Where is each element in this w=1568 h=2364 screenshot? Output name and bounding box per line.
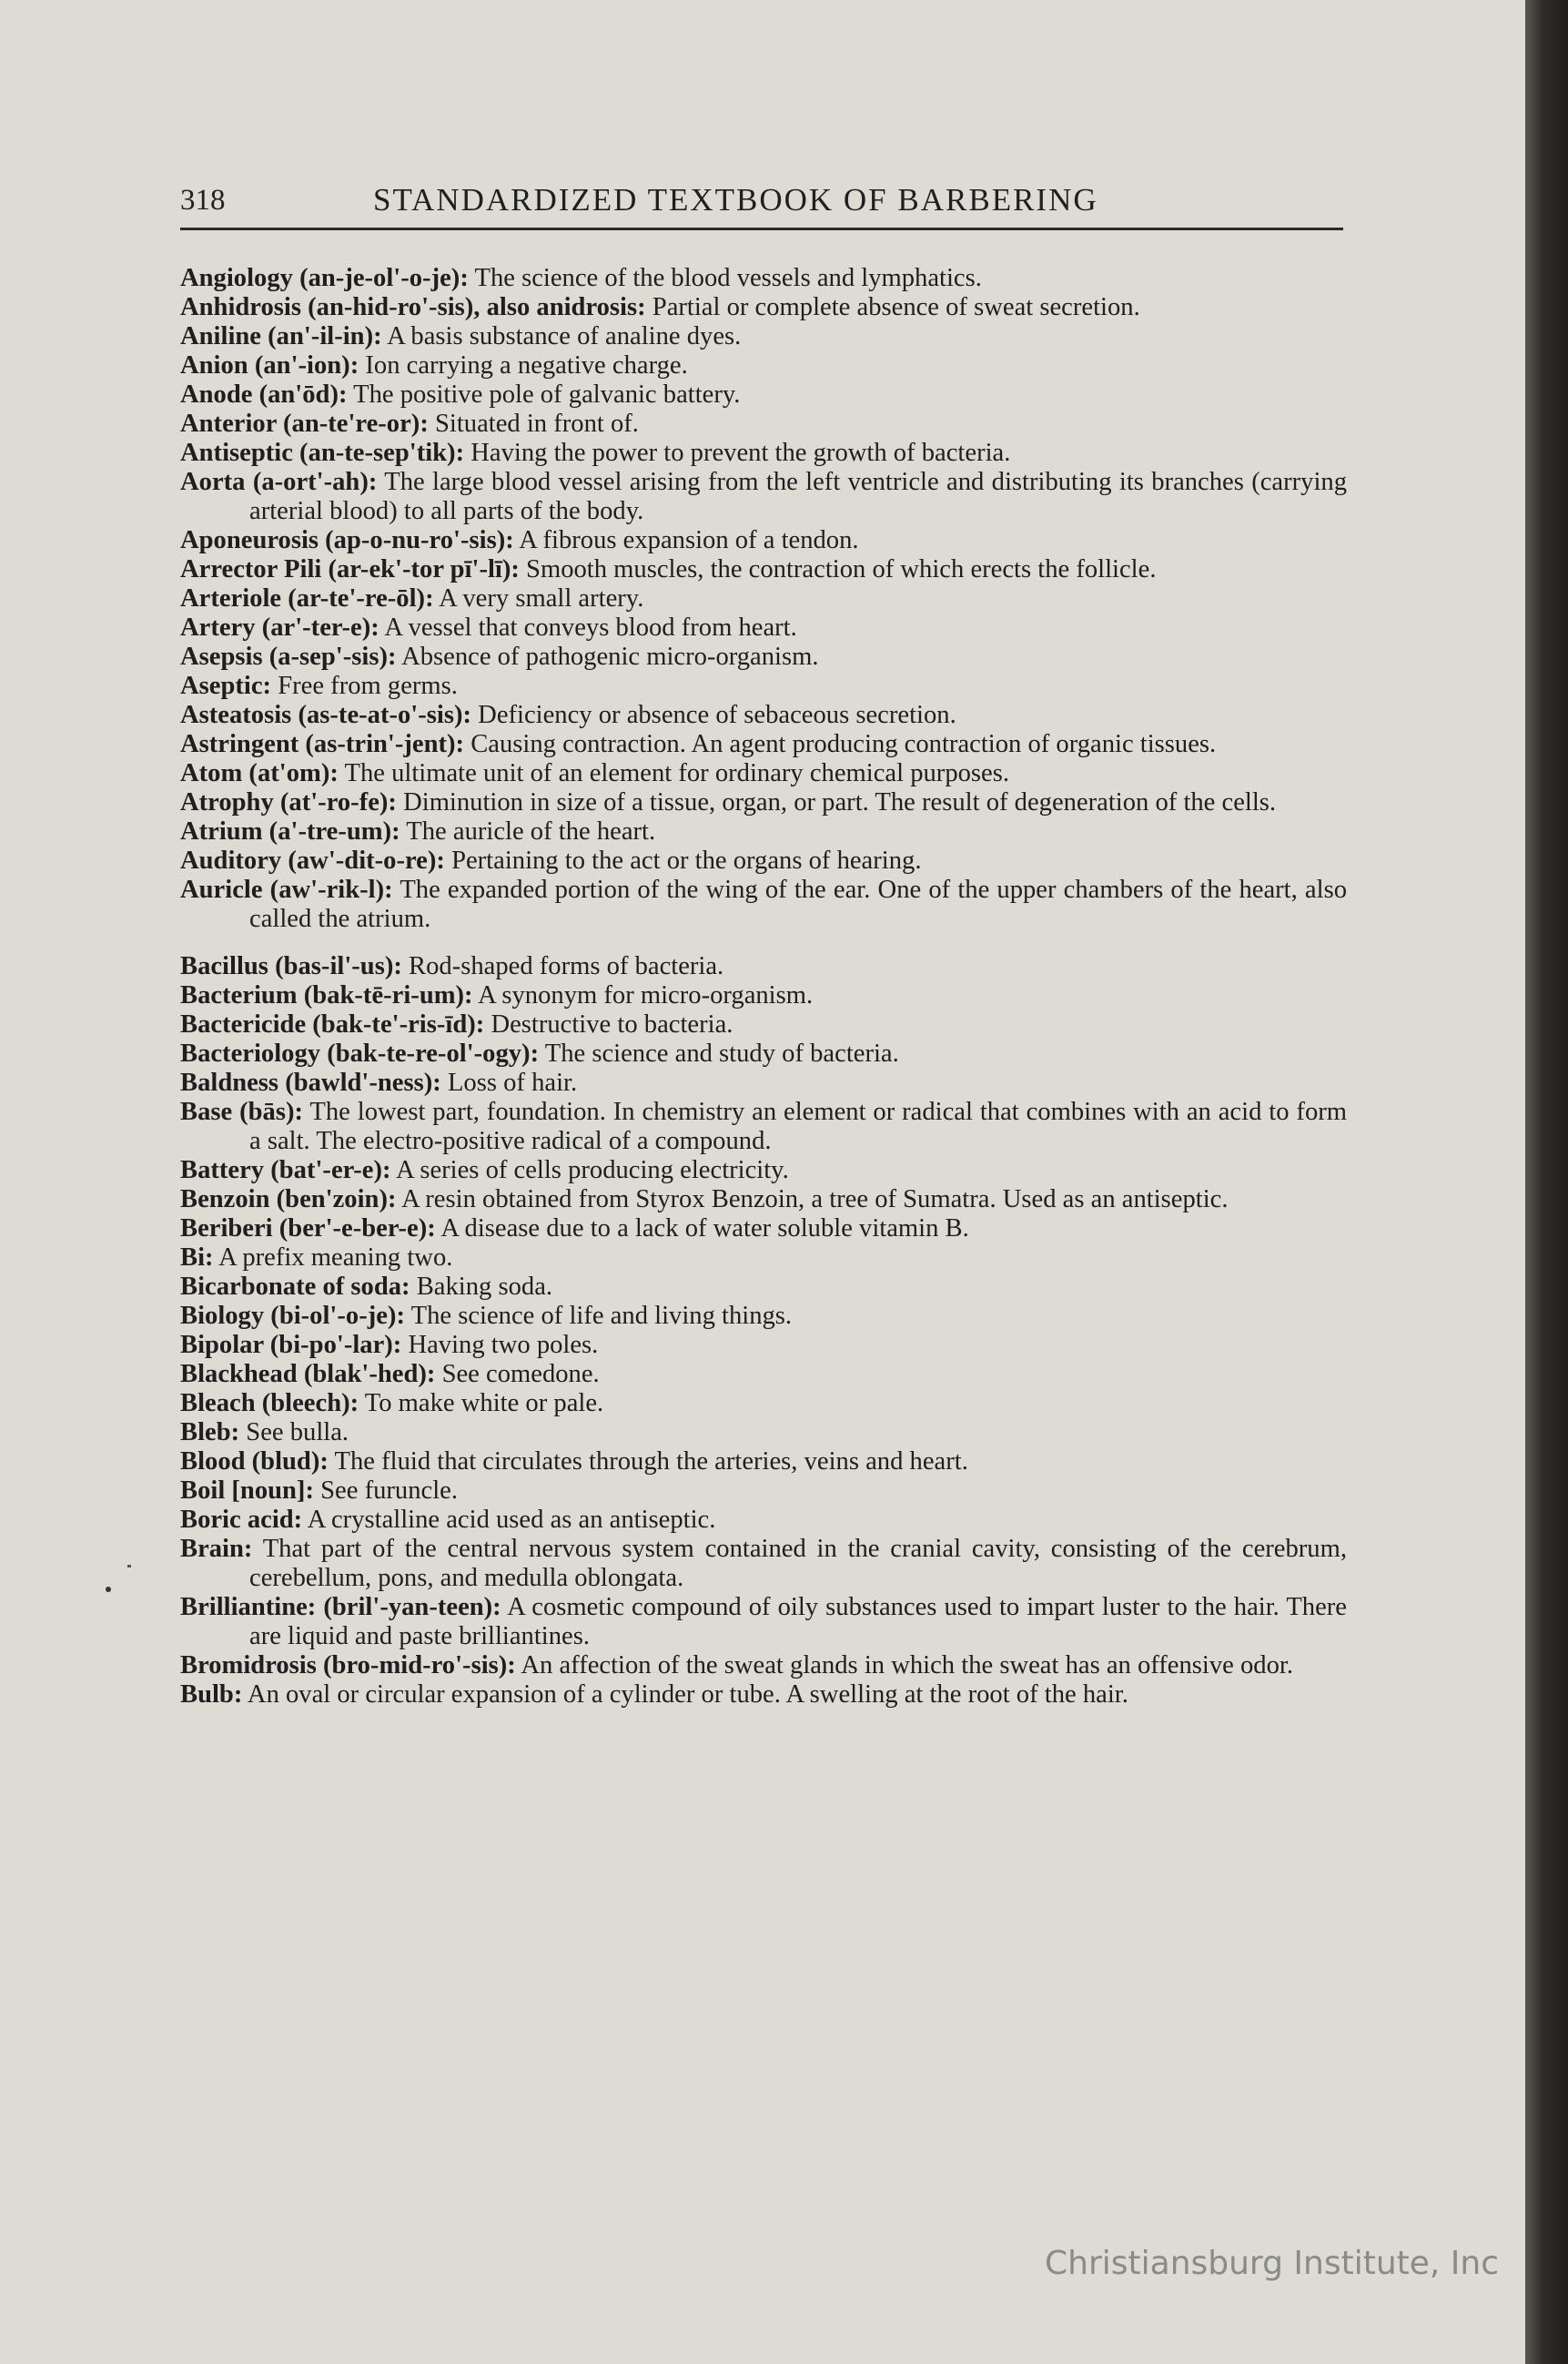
entry-definition: Deficiency or absence of sebaceous secretion.: [471, 701, 956, 729]
entry-definition: See bulla.: [239, 1418, 349, 1446]
entry-term: Bicarbonate of soda:: [180, 1273, 410, 1301]
glossary-entry: [180, 847, 1347, 876]
glossary-entry: [180, 1069, 1347, 1098]
glossary-entry: [180, 614, 1347, 643]
entry-term: Bi:: [180, 1243, 214, 1272]
entry-term: Asepsis (a-sep'-sis):: [180, 643, 397, 671]
entry-term: Bacillus (bas-il'-us):: [180, 952, 402, 980]
entry-term: Bipolar (bi-po'-lar):: [180, 1331, 402, 1359]
entry-definition: Loss of hair.: [440, 1069, 578, 1097]
entry-term: Atom (at'om):: [180, 759, 339, 787]
glossary-entry: [180, 351, 1347, 380]
glossary-entry: [180, 759, 1347, 788]
entry-definition: A basis substance of analine dyes.: [381, 322, 742, 350]
glossary-entry: [180, 1476, 1347, 1506]
entry-definition: See comedone.: [435, 1360, 600, 1388]
entry-definition: Causing contraction. An agent producing contraction of organic tissues.: [464, 730, 1217, 758]
glossary-entry: [180, 643, 1347, 672]
entry-definition: Pertaining to the act or the organs of hearing.: [444, 847, 922, 875]
entry-definition: A very small artery.: [433, 584, 644, 613]
entry-term: Biology (bi-ol'-o-je):: [180, 1302, 405, 1330]
entry-term: Baldness (bawld'-ness):: [180, 1069, 441, 1097]
entry-definition: Situated in front of.: [428, 410, 639, 438]
glossary-entry: [180, 788, 1347, 817]
entry-term: Asteatosis (as-te-at-o'-sis):: [180, 701, 472, 729]
entry-definition: Destructive to bacteria.: [484, 1010, 733, 1039]
entry-term: Bulb:: [180, 1680, 243, 1709]
glossary-entry: [180, 1302, 1347, 1331]
entry-term: Blood (blud):: [180, 1447, 329, 1476]
glossary-entry: [180, 1418, 1347, 1447]
entry-term: Anion (an'-ion):: [180, 351, 359, 380]
glossary-entry: [180, 1360, 1347, 1389]
book-edge-shadow: [1525, 0, 1568, 2364]
glossary-entry: [180, 1331, 1347, 1360]
entry-term: Antiseptic (an-te-sep'tik):: [180, 439, 465, 467]
entry-definition: Having two poles.: [401, 1331, 599, 1359]
entry-term: Beriberi (ber'-e-ber-e):: [180, 1214, 436, 1243]
glossary-entry: [180, 1010, 1347, 1040]
glossary-entry: [180, 672, 1347, 701]
ink-speck: [127, 1565, 131, 1568]
entry-definition: A vessel that conveys blood from heart.: [379, 614, 797, 642]
ink-speck: [106, 1587, 111, 1592]
entry-term: Brain:: [180, 1535, 253, 1563]
entry-term: Anterior (an-te're-or):: [180, 410, 429, 438]
entry-term: Aniline (an'-il-in):: [180, 322, 382, 350]
entry-definition: The lowest part, foundation. In chemistry an element or radical that combines with an acid to form a salt. The electro-positive radical of a compound.: [249, 1098, 1347, 1155]
entry-definition: A series of cells producing electricity.: [390, 1156, 789, 1184]
entry-definition: A disease due to a lack of water soluble vitamin B.: [435, 1214, 969, 1243]
entry-term: Arrector Pili (ar-ek'-tor pī'-lī):: [180, 555, 520, 583]
entry-definition: A resin obtained from Styrox Benzoin, a tree of Sumatra. Used as an antiseptic.: [396, 1185, 1229, 1213]
entry-term: Artery (ar'-ter-e):: [180, 614, 379, 642]
page-header: [180, 182, 1343, 230]
entry-definition: Absence of pathogenic micro-organism.: [396, 643, 819, 671]
glossary-entry: [180, 1506, 1347, 1535]
glossary-entry: [180, 817, 1347, 847]
glossary-entry: [180, 1156, 1347, 1185]
entry-term: Boil [noun]:: [180, 1476, 314, 1505]
entry-term: Anode (an'ōd):: [180, 380, 348, 409]
entry-term: Base (bās):: [180, 1098, 303, 1126]
entry-definition: The ultimate unit of an element for ordinary chemical purposes.: [338, 759, 1010, 787]
glossary-entry: [180, 952, 1347, 981]
entry-term: Astringent (as-trin'-jent):: [180, 730, 465, 758]
entry-term: Benzoin (ben'zoin):: [180, 1185, 397, 1213]
glossary-entries: [180, 264, 1347, 1710]
running-title: STANDARDIZED TEXTBOOK OF BARBERING: [373, 182, 1098, 218]
entry-term: Blackhead (blak'-hed):: [180, 1360, 436, 1388]
entry-term: Bromidrosis (bro-mid-ro'-sis):: [180, 1651, 516, 1679]
section-gap: [180, 934, 1347, 952]
glossary-entry: [180, 1447, 1347, 1476]
entry-definition: Baking soda.: [410, 1273, 553, 1301]
entry-definition: That part of the central nervous system contained in the cranial cavity, consisting of the cerebrum, cerebellum, pons, and medulla oblongata.: [249, 1535, 1347, 1592]
entry-definition: The science of life and living things.: [404, 1302, 793, 1330]
entry-definition: Free from germs.: [271, 672, 458, 700]
page-number: 318: [180, 184, 226, 217]
glossary-entry: [180, 555, 1347, 584]
entry-definition: Partial or complete absence of sweat secretion.: [645, 293, 1140, 321]
entry-definition: The expanded portion of the wing of the ear. One of the upper chambers of the heart, also called the atrium.: [249, 876, 1347, 933]
glossary-entry: [180, 1535, 1347, 1593]
glossary-entry: [180, 1651, 1347, 1680]
watermark-text: Christiansburg Institute, Inc: [1045, 2245, 1500, 2282]
glossary-entry: [180, 1273, 1347, 1302]
glossary-entry: [180, 439, 1347, 468]
entry-term: Aponeurosis (ap-o-nu-ro'-sis):: [180, 526, 514, 554]
entry-term: Auditory (aw'-dit-o-re):: [180, 847, 445, 875]
entry-definition: Smooth muscles, the contraction of which erects the follicle.: [519, 555, 1157, 583]
glossary-entry: [180, 1098, 1347, 1156]
entry-definition: An oval or circular expansion of a cylinder or tube. A swelling at the root of the hair.: [242, 1680, 1128, 1709]
entry-term: Boric acid:: [180, 1506, 303, 1534]
entry-definition: See furuncle.: [313, 1476, 458, 1505]
entry-term: Arteriole (ar-te'-re-ōl):: [180, 584, 434, 613]
entry-definition: An affection of the sweat glands in which the sweat has an offensive odor.: [515, 1651, 1293, 1679]
entry-term: Brilliantine: (bril'-yan-teen):: [180, 1593, 501, 1621]
entry-definition: The science of the blood vessels and lymphatics.: [468, 264, 982, 292]
entry-term: Aseptic:: [180, 672, 272, 700]
glossary-entry: [180, 1593, 1347, 1651]
entry-definition: The fluid that circulates through the arteries, veins and heart.: [328, 1447, 968, 1476]
entry-definition: To make white or pale.: [359, 1389, 604, 1417]
glossary-entry: [180, 981, 1347, 1010]
glossary-entry: [180, 701, 1347, 730]
entry-term: Anhidrosis (an-hid-ro'-sis), also anidrosis:: [180, 293, 646, 321]
entry-term: Bleach (bleech):: [180, 1389, 359, 1417]
glossary-entry: [180, 876, 1347, 934]
glossary-entry: [180, 526, 1347, 555]
glossary-entry: [180, 264, 1347, 293]
glossary-entry: [180, 322, 1347, 351]
entry-definition: A fibrous expansion of a tendon.: [513, 526, 859, 554]
entry-term: Bacteriology (bak-te-re-ol'-ogy):: [180, 1040, 540, 1068]
entry-term: Aorta (a-ort'-ah):: [180, 468, 378, 496]
entry-definition: A cosmetic compound of oily substances used to impart luster to the hair. There are liquid and paste brilliantines.: [249, 1593, 1347, 1650]
glossary-entry: [180, 1389, 1347, 1418]
glossary-entry: [180, 1040, 1347, 1069]
glossary-entry: [180, 293, 1347, 322]
glossary-entry: [180, 1185, 1347, 1214]
entry-definition: Having the power to prevent the growth of bacteria.: [464, 439, 1011, 467]
entry-term: Bacterium (bak-tē-ri-um):: [180, 981, 473, 1010]
entry-term: Auricle (aw'-rik-l):: [180, 876, 393, 904]
glossary-entry: [180, 1680, 1347, 1710]
entry-term: Bleb:: [180, 1418, 240, 1446]
entry-definition: The science and study of bacteria.: [539, 1040, 899, 1068]
glossary-entry: [180, 410, 1347, 439]
entry-term: Angiology (an-je-ol'-o-je):: [180, 264, 469, 292]
glossary-entry: [180, 584, 1347, 614]
entry-definition: Ion carrying a negative charge.: [359, 351, 688, 380]
glossary-entry: [180, 468, 1347, 526]
entry-term: Atrium (a'-tre-um):: [180, 817, 400, 846]
glossary-entry: [180, 380, 1347, 410]
entry-definition: A prefix meaning two.: [213, 1243, 453, 1272]
entry-definition: The auricle of the heart.: [400, 817, 656, 846]
entry-term: Battery (bat'-er-e):: [180, 1156, 391, 1184]
entry-definition: The positive pole of galvanic battery.: [347, 380, 741, 409]
entry-definition: Diminution in size of a tissue, organ, or part. The result of degeneration of the cells.: [396, 788, 1277, 817]
glossary-entry: [180, 1214, 1347, 1243]
entry-term: Atrophy (at'-ro-fe):: [180, 788, 397, 817]
glossary-entry: [180, 730, 1347, 759]
entry-definition: A crystalline acid used as an antiseptic.: [302, 1506, 716, 1534]
entry-definition: A synonym for micro-organism.: [472, 981, 814, 1010]
entry-definition: Rod-shaped forms of bacteria.: [401, 952, 724, 980]
entry-term: Bactericide (bak-te'-ris-īd):: [180, 1010, 485, 1039]
entry-definition: The large blood vessel arising from the left ventricle and distributing its branches (carrying arterial blood) to all parts of the body.: [249, 468, 1348, 525]
glossary-entry: [180, 1243, 1347, 1273]
